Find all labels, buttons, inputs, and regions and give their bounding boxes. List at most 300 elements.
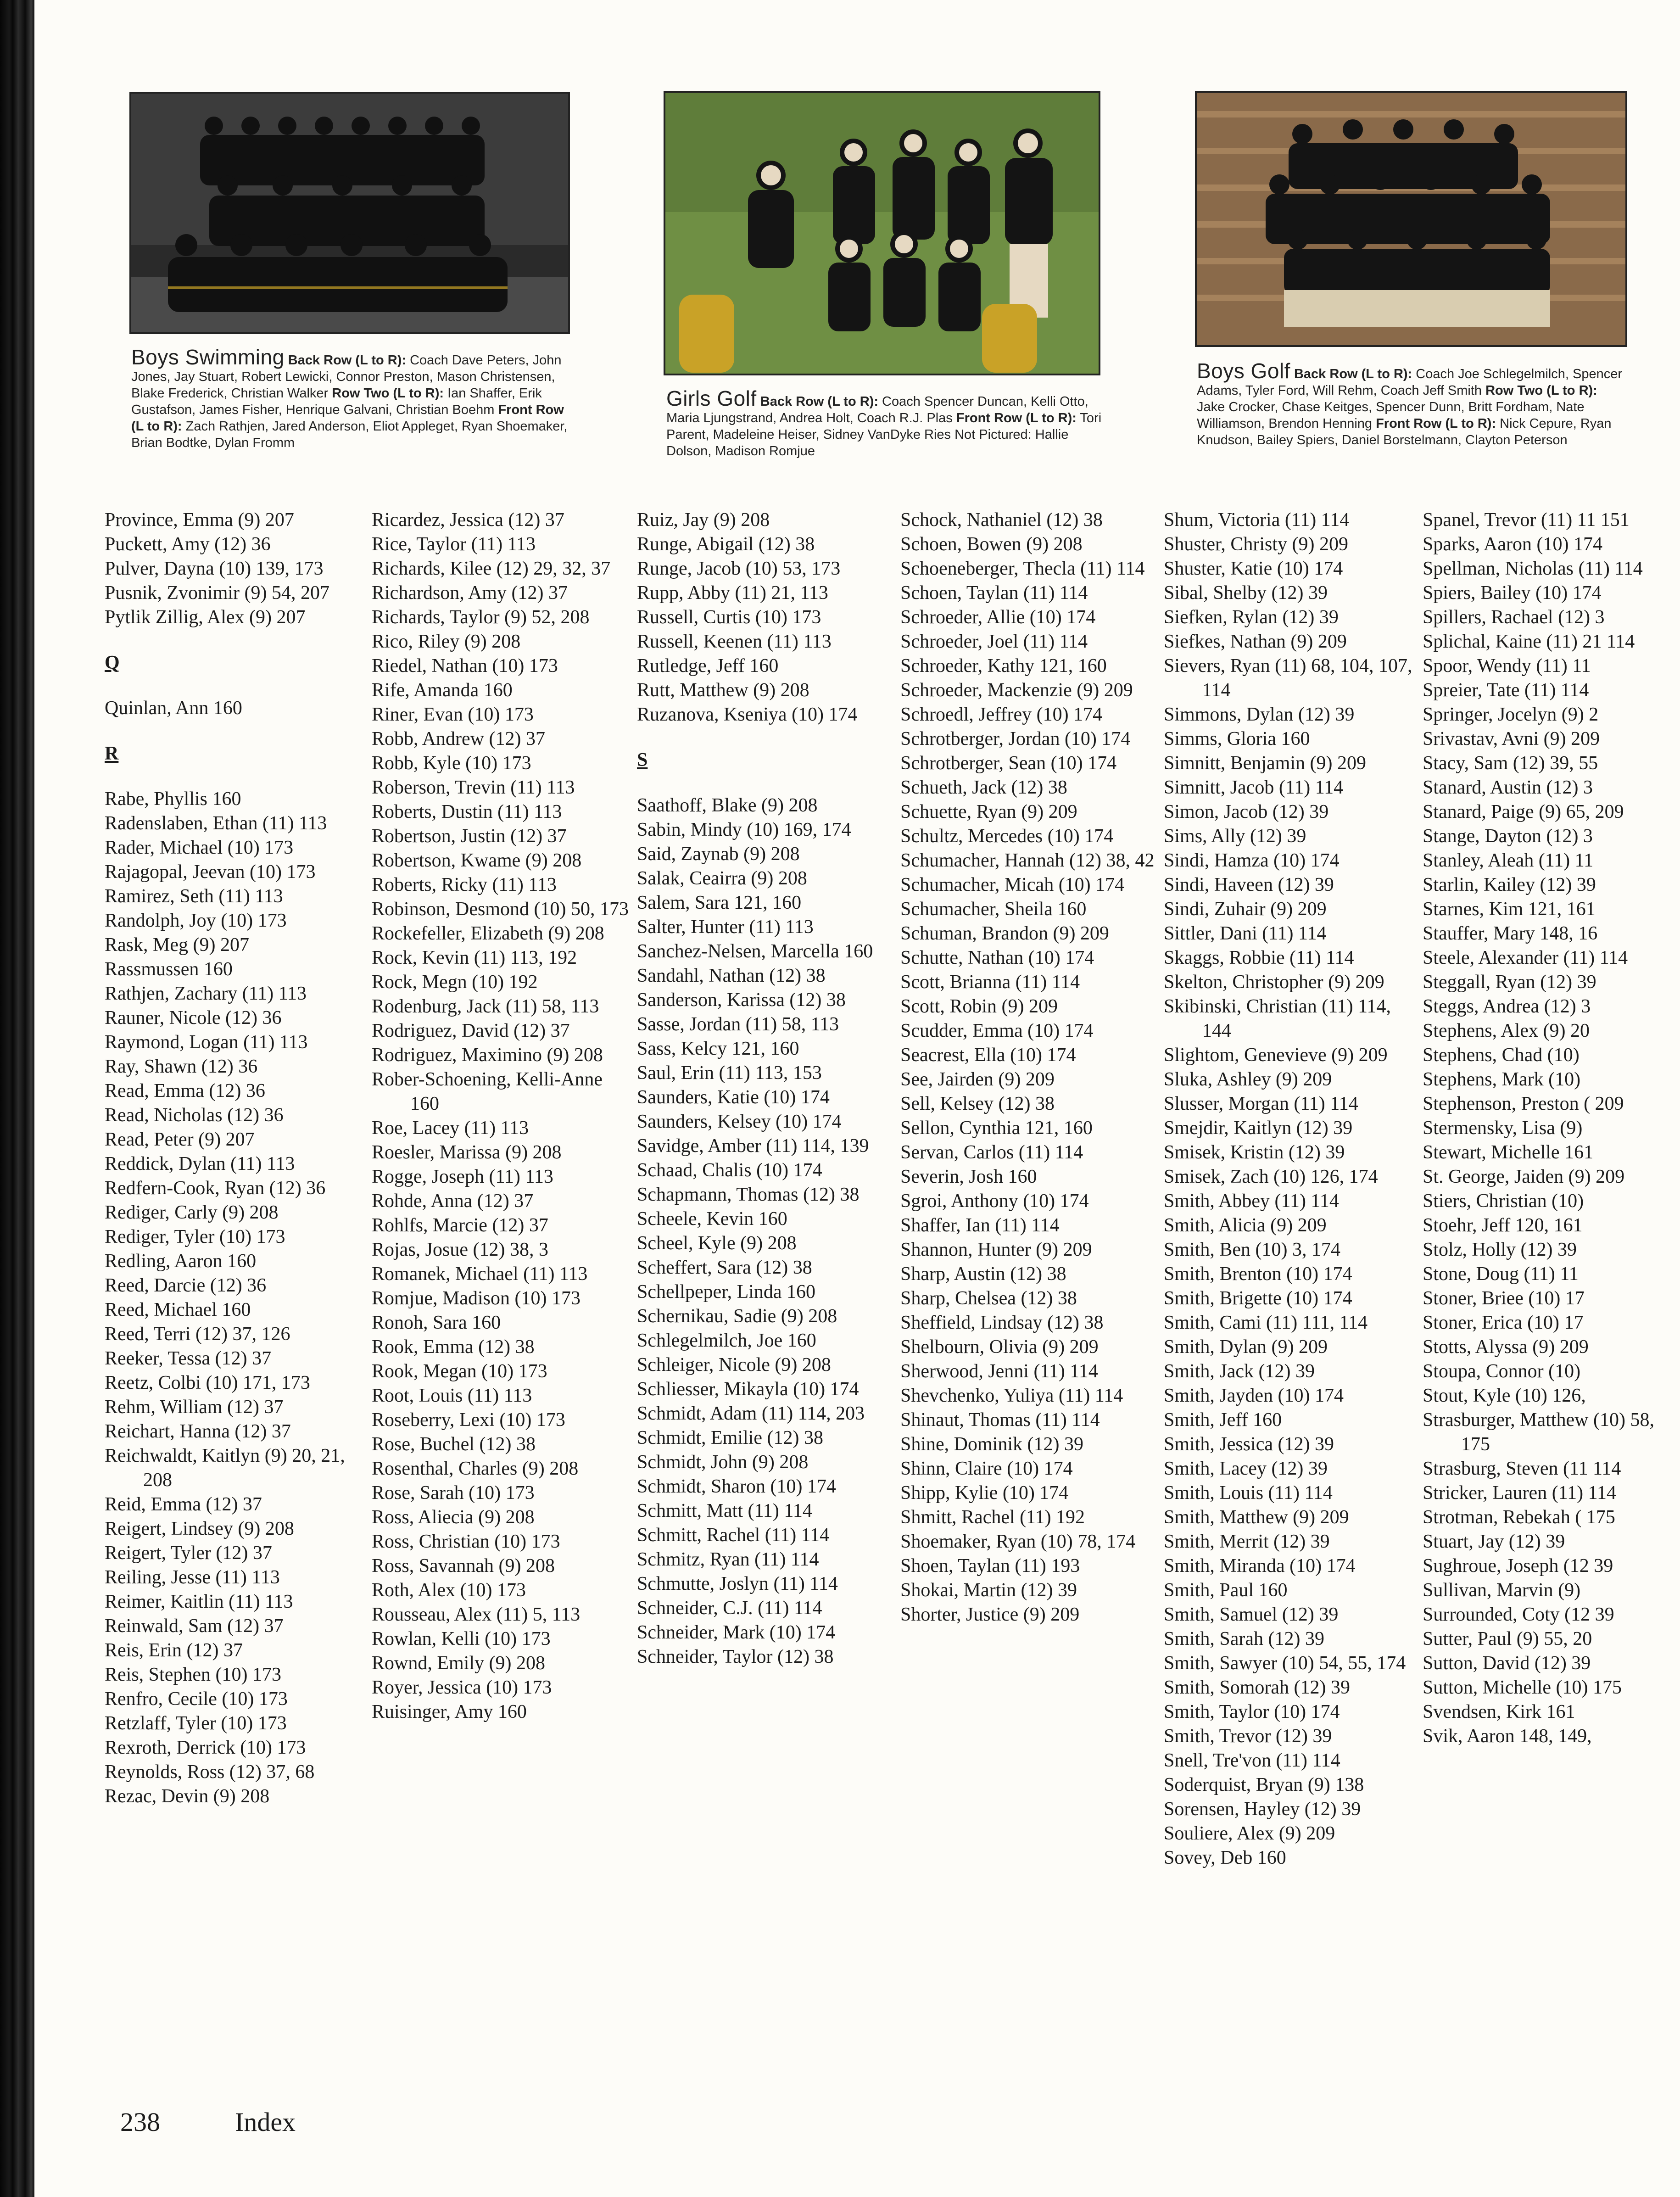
index-entry: Reed, Michael 160 — [105, 1299, 251, 1320]
index-entry: Soderquist, Bryan (9) 138 — [1164, 1774, 1364, 1795]
index-entry: Schoeneberger, Thecla (11) 114 — [900, 558, 1145, 579]
index-entry: Smith, Ben (10) 3, 174 — [1164, 1239, 1340, 1260]
caption-row-text: Jake Crocker, Chase Keitges, Spencer Dunn, Britt Fordham, Nate Williamson, Brendon Henning — [1197, 400, 1585, 431]
index-entry: Shoen, Taylan (11) 193 — [900, 1555, 1080, 1576]
index-entry: Ruiz, Jay (9) 208 — [637, 509, 770, 531]
girls-golf-photo — [664, 91, 1100, 375]
index-entry: Renfro, Cecile (10) 173 — [105, 1688, 288, 1710]
index-entry: Smith, Merrit (12) 39 — [1164, 1531, 1330, 1552]
caption-row-text: Nick Cepure, Ryan Knudson, Bailey Spiers, Daniel Borstelmann, Clayton Peterson — [1197, 416, 1612, 447]
index-entry: Rownd, Emily (9) 208 — [372, 1653, 545, 1674]
index-entry: Schultz, Mercedes (10) 174 — [900, 826, 1114, 847]
index-entry: Read, Emma (12) 36 — [105, 1080, 265, 1101]
index-entry: Sellon, Cynthia 121, 160 — [900, 1118, 1093, 1139]
caption-row-text: Coach Dave Peters, John Jones, Jay Stuart, Robert Lewicki, Connor Preston, Mason Christensen, Blake Frederick, Christian Walker — [131, 353, 562, 401]
index-entry: Robertson, Justin (12) 37 — [372, 826, 567, 847]
index-entry: Smith, Cami (11) 111, 114 — [1164, 1312, 1368, 1333]
index-entry: Severin, Josh 160 — [900, 1166, 1037, 1187]
index-entry: Rockefeller, Elizabeth (9) 208 — [372, 923, 604, 944]
index-entry: Read, Peter (9) 207 — [105, 1129, 255, 1150]
index-entry: Snell, Tre'von (11) 114 — [1164, 1750, 1340, 1771]
index-entry: Stephens, Alex (9) 20 — [1423, 1020, 1590, 1041]
index-entry: Stricker, Lauren (11) 114 — [1423, 1482, 1617, 1504]
boys-golf-photo — [1195, 91, 1627, 347]
index-entry: Schumacher, Micah (10) 174 — [900, 874, 1125, 895]
index-entry: Smith, Lacey (12) 39 — [1164, 1458, 1328, 1479]
index-column-5 — [1164, 508, 1421, 1870]
index-entry: Stotts, Alyssa (9) 209 — [1423, 1336, 1589, 1358]
index-entry: Saunders, Kelsey (10) 174 — [637, 1111, 842, 1132]
index-entry: Stewart, Michelle 161 — [1423, 1142, 1594, 1163]
index-entry: Stanard, Paige (9) 65, 209 — [1423, 801, 1624, 822]
index-entry: See, Jairden (9) 209 — [900, 1069, 1055, 1090]
index-entry: Stacy, Sam (12) 39, 55 — [1423, 753, 1598, 774]
caption-row-header: Back Row (L to R): — [1294, 367, 1412, 381]
index-entry: Reinwald, Sam (12) 37 — [105, 1616, 284, 1637]
index-entry: Roe, Lacey (11) 113 — [372, 1118, 529, 1139]
index-entry: Schmidt, Sharon (10) 174 — [637, 1476, 836, 1497]
caption-row-text: Zach Rathjen, Jared Anderson, Eliot Appleget, Ryan Shoemaker, Brian Bodtke, Dylan Fromm — [131, 419, 568, 450]
index-entry: Sutter, Paul (9) 55, 20 — [1423, 1628, 1592, 1649]
index-entry: Schneider, C.J. (11) 114 — [637, 1598, 822, 1619]
index-entry: Schmidt, Adam (11) 114, 203 — [637, 1403, 865, 1424]
index-entry: Salter, Hunter (11) 113 — [637, 917, 814, 938]
index-entry: Roberts, Ricky (11) 113 — [372, 874, 557, 895]
index-entry: Rabe, Phyllis 160 — [105, 788, 241, 810]
index-entry: Stanard, Austin (12) 3 — [1423, 777, 1593, 798]
caption-row-header: Front Row (L to R): — [956, 411, 1077, 425]
index-entry: Sparks, Aaron (10) 174 — [1423, 534, 1602, 555]
index-entry: Spillers, Rachael (12) 3 — [1423, 607, 1605, 628]
index-entry: Reigert, Lindsey (9) 208 — [105, 1518, 294, 1539]
index-entry: Spoor, Wendy (11) 11 — [1423, 655, 1591, 676]
index-entry: Rediger, Carly (9) 208 — [105, 1202, 279, 1223]
index-entry: Rask, Meg (9) 207 — [105, 934, 249, 956]
index-entry: Sass, Kelcy 121, 160 — [637, 1038, 799, 1059]
index-entry: Saul, Erin (11) 113, 153 — [637, 1062, 822, 1084]
index-entry: Pulver, Dayna (10) 139, 173 — [105, 558, 324, 579]
index-entry: Rowlan, Kelli (10) 173 — [372, 1628, 551, 1649]
index-entry: Seacrest, Ella (10) 174 — [900, 1045, 1076, 1066]
index-entry: Reynolds, Ross (12) 37, 68 — [105, 1761, 315, 1783]
index-entry: Skibinski, Christian (11) 114, 144 — [1164, 996, 1391, 1041]
index-entry: Rupp, Abby (11) 21, 113 — [637, 582, 828, 604]
caption-row-header: Front Row (L to R): — [1376, 416, 1496, 431]
index-entry: Schaad, Chalis (10) 174 — [637, 1160, 822, 1181]
index-entry: Reetz, Colbi (10) 171, 173 — [105, 1372, 310, 1393]
index-entry: Rico, Riley (9) 208 — [372, 631, 521, 652]
index-entry: Sell, Kelsey (12) 38 — [900, 1093, 1055, 1114]
index-entry: Steggs, Andrea (12) 3 — [1423, 996, 1591, 1017]
index-entry: Rauner, Nicole (12) 36 — [105, 1007, 282, 1029]
index-entry: Sittler, Dani (11) 114 — [1164, 923, 1327, 944]
index-entry: Starlin, Kailey (12) 39 — [1423, 874, 1596, 895]
caption-row-header: Row Two (L to R): — [332, 386, 444, 401]
index-entry: Shipp, Kylie (10) 174 — [900, 1482, 1069, 1504]
caption-row-text: Coach Spencer Duncan, Kelli Otto, Maria Ljungstrand, Andrea Holt, Coach R.J. Plas — [666, 394, 1088, 425]
index-entry: Russell, Keenen (11) 113 — [637, 631, 832, 652]
index-entry: Stuart, Jay (12) 39 — [1423, 1531, 1565, 1552]
index-entry: Sharp, Austin (12) 38 — [900, 1263, 1066, 1285]
index-entry: Stange, Dayton (12) 3 — [1423, 826, 1593, 847]
index-entry: Ricardez, Jessica (12) 37 — [372, 509, 564, 531]
index-entry: Smisek, Zach (10) 126, 174 — [1164, 1166, 1378, 1187]
index-entry: Ramirez, Seth (11) 113 — [105, 886, 283, 907]
index-entry: Schoen, Taylan (11) 114 — [900, 582, 1088, 604]
index-entry: Schliesser, Mikayla (10) 174 — [637, 1379, 859, 1400]
index-entry: Roberson, Trevin (11) 113 — [372, 777, 575, 798]
index-entry: Slightom, Genevieve (9) 209 — [1164, 1045, 1388, 1066]
index-letter-heading: S — [637, 749, 648, 771]
index-entry: Scott, Brianna (11) 114 — [900, 972, 1080, 993]
index-entry: Sluka, Ashley (9) 209 — [1164, 1069, 1332, 1090]
index-entry: Rutt, Matthew (9) 208 — [637, 680, 809, 701]
index-entry: Shokai, Martin (12) 39 — [900, 1580, 1077, 1601]
index-entry: Sievers, Ryan (11) 68, 104, 107, 114 — [1164, 655, 1412, 701]
index-entry: Redling, Aaron 160 — [105, 1251, 257, 1272]
index-entry: Puckett, Amy (12) 36 — [105, 534, 271, 555]
index-entry: Shevchenko, Yuliya (11) 114 — [900, 1385, 1123, 1406]
index-entry: Sabin, Mindy (10) 169, 174 — [637, 819, 851, 840]
index-entry: Schroeder, Mackenzie (9) 209 — [900, 680, 1133, 701]
index-entry: Simms, Gloria 160 — [1164, 728, 1310, 749]
index-column-2 — [372, 508, 629, 1724]
index-entry: Rife, Amanda 160 — [372, 680, 513, 701]
index-entry: Schumacher, Sheila 160 — [900, 899, 1087, 920]
index-entry: Schock, Nathaniel (12) 38 — [900, 509, 1103, 531]
index-entry: Schroedl, Jeffrey (10) 174 — [900, 704, 1103, 725]
index-entry: Smith, Matthew (9) 209 — [1164, 1507, 1349, 1528]
index-entry: Reis, Stephen (10) 173 — [105, 1664, 281, 1685]
index-entry: Roth, Alex (10) 173 — [372, 1580, 526, 1601]
index-entry: Salem, Sara 121, 160 — [637, 892, 802, 913]
index-entry: Scheel, Kyle (9) 208 — [637, 1233, 797, 1254]
index-entry: Russell, Curtis (10) 173 — [637, 607, 821, 628]
index-entry: Smith, Sarah (12) 39 — [1164, 1628, 1324, 1649]
index-entry: Schueth, Jack (12) 38 — [900, 777, 1067, 798]
index-entry: Schmitt, Matt (11) 114 — [637, 1500, 812, 1521]
index-entry: Svendsen, Kirk 161 — [1423, 1701, 1575, 1722]
index-entry: Simnitt, Jacob (11) 114 — [1164, 777, 1344, 798]
index-entry: Rook, Megan (10) 173 — [372, 1361, 547, 1382]
index-entry: Retzlaff, Tyler (10) 173 — [105, 1713, 287, 1734]
index-entry: Rice, Taylor (11) 113 — [372, 534, 536, 555]
index-entry: Simnitt, Benjamin (9) 209 — [1164, 753, 1366, 774]
index-entry: Stoehr, Jeff 120, 161 — [1423, 1215, 1583, 1236]
index-entry: Smith, Jack (12) 39 — [1164, 1361, 1315, 1382]
index-entry: Shoemaker, Ryan (10) 78, 174 — [900, 1531, 1136, 1552]
index-entry: Scheele, Kevin 160 — [637, 1208, 787, 1230]
index-column-1 — [105, 508, 362, 1809]
index-entry: Reid, Emma (12) 37 — [105, 1494, 262, 1515]
index-entry: Robb, Andrew (12) 37 — [372, 728, 545, 749]
index-entry: Shorter, Justice (9) 209 — [900, 1604, 1080, 1625]
index-entry: Scheffert, Sara (12) 38 — [637, 1257, 812, 1278]
index-entry: Rook, Emma (12) 38 — [372, 1336, 535, 1358]
index-entry: Rajagopal, Jeevan (10) 173 — [105, 861, 316, 883]
index-entry: Souliere, Alex (9) 209 — [1164, 1823, 1335, 1844]
index-entry: Salak, Ceairra (9) 208 — [637, 868, 807, 889]
index-entry: Runge, Jacob (10) 53, 173 — [637, 558, 841, 579]
index-entry: Reed, Terri (12) 37, 126 — [105, 1324, 290, 1345]
index-entry: Strotman, Rebekah ( 175 — [1423, 1507, 1615, 1528]
index-entry: Rassmussen 160 — [105, 959, 233, 980]
index-column-6 — [1423, 508, 1670, 1749]
index-entry: Schlegelmilch, Joe 160 — [637, 1330, 816, 1351]
index-entry: Stoner, Erica (10) 17 — [1423, 1312, 1584, 1333]
index-entry: Stephens, Mark (10) — [1423, 1069, 1581, 1090]
index-entry: Steggall, Ryan (12) 39 — [1423, 972, 1596, 993]
index-entry: Spreier, Tate (11) 114 — [1423, 680, 1589, 701]
index-entry: Smith, Dylan (9) 209 — [1164, 1336, 1328, 1358]
index-entry: Ruisinger, Amy 160 — [372, 1701, 527, 1722]
index-entry: Smith, Jayden (10) 174 — [1164, 1385, 1344, 1406]
index-entry: Smisek, Kristin (12) 39 — [1164, 1142, 1345, 1163]
index-entry: Reichart, Hanna (12) 37 — [105, 1421, 291, 1442]
index-entry: Sheffield, Lindsay (12) 38 — [900, 1312, 1104, 1333]
index-entry: Sindi, Haveen (12) 39 — [1164, 874, 1334, 895]
index-entry: Rosenthal, Charles (9) 208 — [372, 1458, 579, 1479]
index-entry: Smith, Somorah (12) 39 — [1164, 1677, 1350, 1698]
index-entry: St. George, Jaiden (9) 209 — [1423, 1166, 1625, 1187]
index-column-4 — [900, 508, 1157, 1627]
index-entry: Ross, Christian (10) 173 — [372, 1531, 560, 1552]
index-entry: Runge, Abigail (12) 38 — [637, 534, 815, 555]
index-entry: Schroeder, Allie (10) 174 — [900, 607, 1096, 628]
index-entry: Schneider, Taylor (12) 38 — [637, 1646, 834, 1667]
index-entry: Roberts, Dustin (11) 113 — [372, 801, 562, 822]
index-entry: Stermensky, Lisa (9) — [1423, 1118, 1583, 1139]
index-entry: Schroeder, Joel (11) 114 — [900, 631, 1088, 652]
index-entry: Ronoh, Sara 160 — [372, 1312, 501, 1333]
index-entry: Schroeder, Kathy 121, 160 — [900, 655, 1107, 676]
page-number: 238 — [120, 2107, 160, 2137]
index-entry: Splichal, Kaine (11) 21 114 — [1423, 631, 1635, 652]
index-letter-heading: R — [105, 743, 119, 764]
index-entry: Srivastav, Avni (9) 209 — [1423, 728, 1600, 749]
index-entry: Sibal, Shelby (12) 39 — [1164, 582, 1328, 604]
index-entry: Schernikau, Sadie (9) 208 — [637, 1306, 837, 1327]
index-entry: Riedel, Nathan (10) 173 — [372, 655, 558, 676]
index-entry: Robinson, Desmond (10) 50, 173 — [372, 899, 629, 920]
index-entry: Ross, Savannah (9) 208 — [372, 1555, 555, 1576]
index-entry: Shuster, Christy (9) 209 — [1164, 534, 1348, 555]
index-entry: Robb, Kyle (10) 173 — [372, 753, 531, 774]
index-entry: Sullivan, Marvin (9) — [1423, 1580, 1581, 1601]
caption-row-text: Ian Shaffer, Erik Gustafson, James Fisher, Henrique Galvani, Christian Boehm — [131, 386, 542, 417]
index-entry: Smith, Trevor (12) 39 — [1164, 1726, 1332, 1747]
index-entry: Schutte, Nathan (10) 174 — [900, 947, 1094, 968]
index-entry: Smith, Taylor (10) 174 — [1164, 1701, 1340, 1722]
index-entry: Smith, Brigette (10) 174 — [1164, 1288, 1352, 1309]
index-entry: Rediger, Tyler (10) 173 — [105, 1226, 285, 1247]
index-entry: Smith, Jeff 160 — [1164, 1409, 1282, 1431]
index-entry: Reimer, Kaitlin (11) 113 — [105, 1591, 293, 1612]
index-entry: Shinn, Claire (10) 174 — [900, 1458, 1073, 1479]
boys-swimming-caption — [131, 345, 572, 451]
boys-swimming-photo — [129, 92, 570, 334]
index-entry: Shine, Dominik (12) 39 — [900, 1434, 1083, 1455]
index-entry: Rader, Michael (10) 173 — [105, 837, 294, 858]
index-entry: Stoner, Briee (10) 17 — [1423, 1288, 1585, 1309]
index-entry: Ray, Shawn (12) 36 — [105, 1056, 258, 1077]
index-entry: Rodriguez, David (12) 37 — [372, 1020, 570, 1041]
index-entry: Rohde, Anna (12) 37 — [372, 1191, 534, 1212]
index-entry: Reddick, Dylan (11) 113 — [105, 1153, 295, 1174]
index-entry: Sindi, Zuhair (9) 209 — [1164, 899, 1327, 920]
index-entry: Stephenson, Preston ( 209 — [1423, 1093, 1624, 1114]
index-entry: Rober-Schoening, Kelli-Anne 160 — [372, 1069, 603, 1114]
index-entry: Schneider, Mark (10) 174 — [637, 1622, 836, 1643]
index-entry: Schrotberger, Sean (10) 174 — [900, 753, 1117, 774]
index-entry: Strasburger, Matthew (10) 58, 175 — [1423, 1409, 1654, 1455]
index-entry: Rodenburg, Jack (11) 58, 113 — [372, 996, 599, 1017]
index-entry: Sovey, Deb 160 — [1164, 1847, 1286, 1868]
index-entry: Schuman, Brandon (9) 209 — [900, 923, 1109, 944]
index-entry: Servan, Carlos (11) 114 — [900, 1142, 1083, 1163]
index-entry: Rock, Kevin (11) 113, 192 — [372, 947, 577, 968]
index-entry: Shmitt, Rachel (11) 192 — [900, 1507, 1085, 1528]
index-entry: Smith, Abbey (11) 114 — [1164, 1191, 1339, 1212]
index-entry: Sharp, Chelsea (12) 38 — [900, 1288, 1077, 1309]
index-entry: Spellman, Nicholas (11) 114 — [1423, 558, 1643, 579]
index-entry: Rousseau, Alex (11) 5, 113 — [372, 1604, 580, 1625]
index-entry: Rehm, William (12) 37 — [105, 1397, 284, 1418]
index-entry: Romanek, Michael (11) 113 — [372, 1263, 588, 1285]
index-entry: Slusser, Morgan (11) 114 — [1164, 1093, 1358, 1114]
index-entry: Smith, Sawyer (10) 54, 55, 174 — [1164, 1653, 1406, 1674]
index-entry: Schleiger, Nicole (9) 208 — [637, 1354, 831, 1375]
index-entry: Smith, Samuel (12) 39 — [1164, 1604, 1339, 1625]
index-entry: Stolz, Holly (12) 39 — [1423, 1239, 1577, 1260]
index-entry: Steele, Alexander (11) 114 — [1423, 947, 1628, 968]
index-entry: Richards, Taylor (9) 52, 208 — [372, 607, 590, 628]
index-entry: Reeker, Tessa (12) 37 — [105, 1348, 272, 1369]
index-entry: Schrotberger, Jordan (10) 174 — [900, 728, 1131, 749]
index-entry: Sughroue, Joseph (12 39 — [1423, 1555, 1613, 1576]
index-entry: Smith, Brenton (10) 174 — [1164, 1263, 1352, 1285]
index-entry: Sorensen, Hayley (12) 39 — [1164, 1799, 1361, 1820]
index-entry: Schoen, Bowen (9) 208 — [900, 534, 1083, 555]
index-entry: Province, Emma (9) 207 — [105, 509, 294, 531]
index-entry: Sanchez-Nelsen, Marcella 160 — [637, 941, 873, 962]
index-entry: Radenslaben, Ethan (11) 113 — [105, 813, 327, 834]
caption-row-header: Row Two (L to R): — [1485, 383, 1597, 398]
index-entry: Sherwood, Jenni (11) 114 — [900, 1361, 1098, 1382]
index-entry: Root, Louis (11) 113 — [372, 1385, 532, 1406]
index-entry: Riner, Evan (10) 173 — [372, 704, 534, 725]
index-entry: Rodriguez, Maximino (9) 208 — [372, 1045, 603, 1066]
index-entry: Smith, Alicia (9) 209 — [1164, 1215, 1327, 1236]
index-entry: Romjue, Madison (10) 173 — [372, 1288, 580, 1309]
index-entry: Richards, Kilee (12) 29, 32, 37 — [372, 558, 611, 579]
index-entry: Surrounded, Coty (12 39 — [1423, 1604, 1614, 1625]
index-entry: Sutton, Michelle (10) 175 — [1423, 1677, 1622, 1698]
caption-title: Girls Golf — [666, 386, 757, 410]
index-entry: Shaffer, Ian (11) 114 — [900, 1215, 1060, 1236]
index-entry: Skaggs, Robbie (11) 114 — [1164, 947, 1354, 968]
index-entry: Stanley, Aleah (11) 11 — [1423, 850, 1594, 871]
index-entry: Sgroi, Anthony (10) 174 — [900, 1191, 1089, 1212]
index-entry: Reiling, Jesse (11) 113 — [105, 1567, 280, 1588]
index-entry: Pusnik, Zvonimir (9) 54, 207 — [105, 582, 329, 604]
index-entry: Roseberry, Lexi (10) 173 — [372, 1409, 565, 1431]
index-entry: Schmitt, Rachel (11) 114 — [637, 1525, 830, 1546]
index-entry: Stoupa, Connor (10) — [1423, 1361, 1581, 1382]
section-label: Index — [235, 2107, 296, 2137]
index-entry: Reigert, Tyler (12) 37 — [105, 1543, 272, 1564]
index-entry: Raymond, Logan (11) 113 — [105, 1032, 308, 1053]
index-entry: Sindi, Hamza (10) 174 — [1164, 850, 1340, 871]
index-entry: Smith, Paul 160 — [1164, 1580, 1288, 1601]
index-entry: Shinaut, Thomas (11) 114 — [900, 1409, 1100, 1431]
index-entry: Smith, Jessica (12) 39 — [1164, 1434, 1334, 1455]
index-entry: Smith, Miranda (10) 174 — [1164, 1555, 1356, 1576]
caption-title: Boys Swimming — [131, 345, 285, 369]
index-entry: Schmitz, Ryan (11) 114 — [637, 1549, 819, 1570]
index-entry: Schumacher, Hannah (12) 38, 42 — [900, 850, 1155, 871]
index-entry: Rojas, Josue (12) 38, 3 — [372, 1239, 548, 1260]
girls-golf-caption — [666, 386, 1102, 459]
index-entry: Reichwaldt, Kaitlyn (9) 20, 21, 208 — [105, 1445, 345, 1491]
index-entry: Rose, Buchel (12) 38 — [372, 1434, 536, 1455]
index-entry: Rutledge, Jeff 160 — [637, 655, 779, 676]
index-entry: Reis, Erin (12) 37 — [105, 1640, 243, 1661]
index-entry: Redfern-Cook, Ryan (12) 36 — [105, 1178, 326, 1199]
index-entry: Rock, Megn (10) 192 — [372, 972, 538, 993]
index-entry: Scudder, Emma (10) 174 — [900, 1020, 1094, 1041]
index-entry: Rohlfs, Marcie (12) 37 — [372, 1215, 548, 1236]
index-entry: Strasburg, Steven (11 114 — [1423, 1458, 1621, 1479]
index-entry: Stiers, Christian (10) — [1423, 1191, 1584, 1212]
index-entry: Saathoff, Blake (9) 208 — [637, 795, 818, 816]
index-entry: Rogge, Joseph (11) 113 — [372, 1166, 553, 1187]
index-entry: Stout, Kyle (10) 126, — [1423, 1385, 1586, 1406]
index-entry: Shuster, Katie (10) 174 — [1164, 558, 1343, 579]
index-entry: Saunders, Katie (10) 174 — [637, 1087, 830, 1108]
index-entry: Siefkes, Nathan (9) 209 — [1164, 631, 1347, 652]
index-entry: Sims, Ally (12) 39 — [1164, 826, 1306, 847]
index-entry: Sutton, David (12) 39 — [1423, 1653, 1591, 1674]
index-entry: Randolph, Joy (10) 173 — [105, 910, 287, 931]
index-entry: Stone, Doug (11) 11 — [1423, 1263, 1579, 1285]
index-entry: Rexroth, Derrick (10) 173 — [105, 1737, 306, 1758]
index-entry: Springer, Jocelyn (9) 2 — [1423, 704, 1599, 725]
index-entry: Schellpeper, Linda 160 — [637, 1281, 816, 1303]
index-entry: Stephens, Chad (10) — [1423, 1045, 1580, 1066]
index-column-3 — [637, 508, 894, 1669]
index-entry: Stauffer, Mary 148, 16 — [1423, 923, 1598, 944]
index-entry: Simmons, Dylan (12) 39 — [1164, 704, 1355, 725]
index-entry: Rezac, Devin (9) 208 — [105, 1786, 270, 1807]
index-entry: Scott, Robin (9) 209 — [900, 996, 1058, 1017]
index-entry: Smejdir, Kaitlyn (12) 39 — [1164, 1118, 1353, 1139]
caption-row-text: Tori Parent, Madeleine Heiser, Sidney VanDyke Ries Not Pictured: Hallie Dolson, Madison Romjue — [666, 411, 1102, 458]
index-entry: Shelbourn, Olivia (9) 209 — [900, 1336, 1099, 1358]
index-entry: Read, Nicholas (12) 36 — [105, 1105, 284, 1126]
index-entry: Sandahl, Nathan (12) 38 — [637, 965, 826, 986]
index-entry: Schapmann, Thomas (12) 38 — [637, 1184, 860, 1205]
index-entry: Smith, Louis (11) 114 — [1164, 1482, 1333, 1504]
caption-row-header: Back Row (L to R): — [760, 394, 878, 409]
index-entry: Spiers, Bailey (10) 174 — [1423, 582, 1602, 604]
index-entry: Savidge, Amber (11) 114, 139 — [637, 1135, 869, 1157]
index-entry: Sasse, Jordan (11) 58, 113 — [637, 1014, 839, 1035]
index-entry: Pytlik Zillig, Alex (9) 207 — [105, 607, 306, 628]
book-binding-edge — [0, 0, 34, 2197]
index-entry: Spanel, Trevor (11) 11 151 — [1423, 509, 1630, 531]
index-entry: Schmidt, Emilie (12) 38 — [637, 1427, 823, 1448]
